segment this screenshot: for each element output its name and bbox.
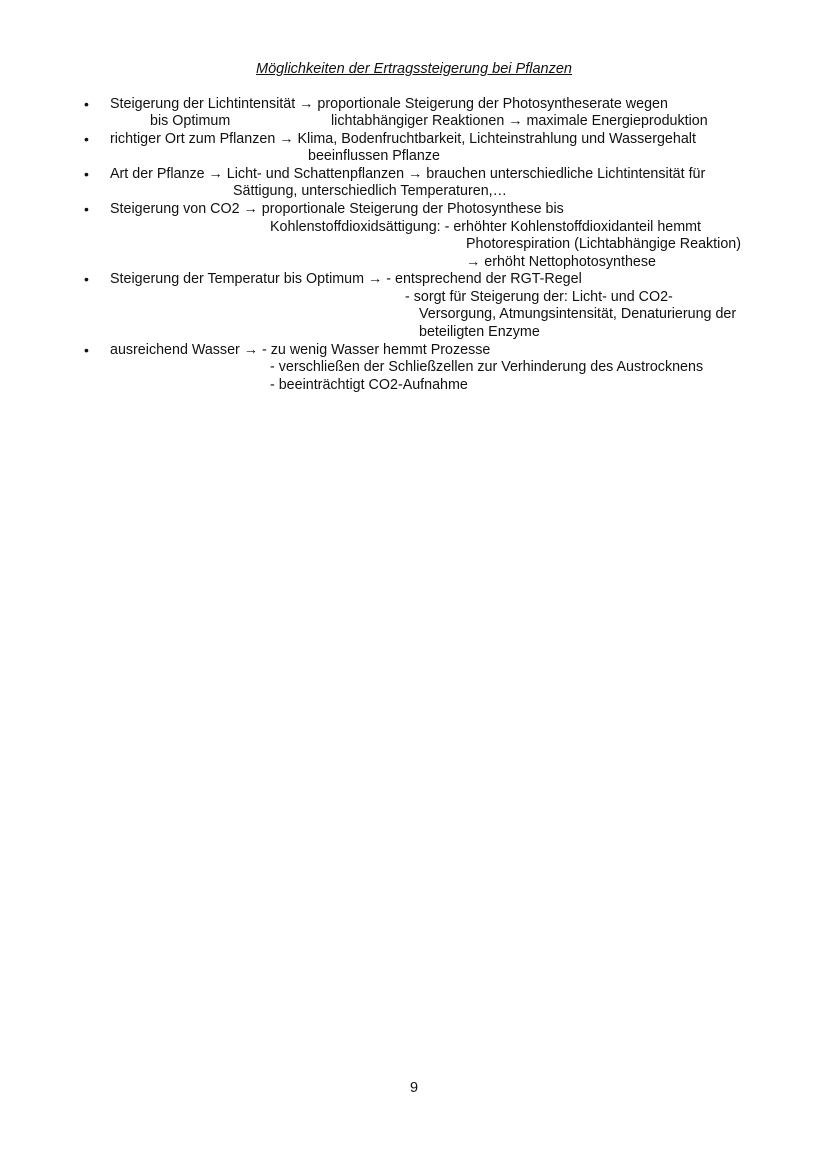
- list-item-line: beteiligten Enzyme: [419, 324, 540, 340]
- list-item-line: - verschließen der Schließzellen zur Verhinderung des Austrocknens: [270, 359, 704, 375]
- page-number: 9: [409, 1080, 419, 1096]
- list-item-line: Sättigung, unterschiedlich Temperaturen,…: [233, 183, 507, 199]
- page-title: Möglichkeiten der Ertragssteigerung bei Pflanzen: [256, 61, 572, 77]
- list-item-line: → erhöht Nettophotosynthese: [466, 254, 656, 270]
- bullet-icon: •: [84, 166, 89, 182]
- list-item-line: Art der Pflanze → Licht- und Schattenpflanzen → brauchen unterschiedliche Lichtintensität für: [110, 166, 706, 182]
- bullet-icon: •: [84, 201, 89, 217]
- list-item-line: lichtabhängiger Reaktionen → maximale Energieproduktion: [331, 113, 708, 129]
- bullet-icon: •: [84, 271, 89, 287]
- bullet-icon: •: [84, 96, 89, 112]
- list-item-line: Versorgung, Atmungsintensität, Denaturierung der: [419, 306, 737, 322]
- list-item-line: - beeinträchtigt CO2-Aufnahme: [270, 377, 468, 393]
- list-item-line: ausreichend Wasser → - zu wenig Wasser hemmt Prozesse: [110, 342, 491, 358]
- list-item-line: richtiger Ort zum Pflanzen → Klima, Bodenfruchtbarkeit, Lichteinstrahlung und Wassergehalt: [110, 131, 696, 147]
- list-item-line: Steigerung von CO2 → proportionale Steigerung der Photosynthese bis: [110, 201, 564, 217]
- list-item-line: beeinflussen Pflanze: [308, 148, 440, 164]
- bullet-icon: •: [84, 342, 89, 358]
- bullet-icon: •: [84, 131, 89, 147]
- list-item-line: Photorespiration (Lichtabhängige Reaktion): [466, 236, 741, 252]
- list-item-line: - sorgt für Steigerung der: Licht- und CO2-: [405, 289, 673, 305]
- list-item-line: bis Optimum: [150, 113, 231, 129]
- list-item-line: Steigerung der Temperatur bis Optimum → - entsprechend der RGT-Regel: [110, 271, 582, 287]
- list-item-line: Kohlenstoffdioxidsättigung: - erhöhter Kohlenstoffdioxidanteil hemmt: [270, 219, 702, 235]
- list-item-line: Steigerung der Lichtintensität → proportionale Steigerung der Photosyntheserate wegen: [110, 96, 668, 112]
